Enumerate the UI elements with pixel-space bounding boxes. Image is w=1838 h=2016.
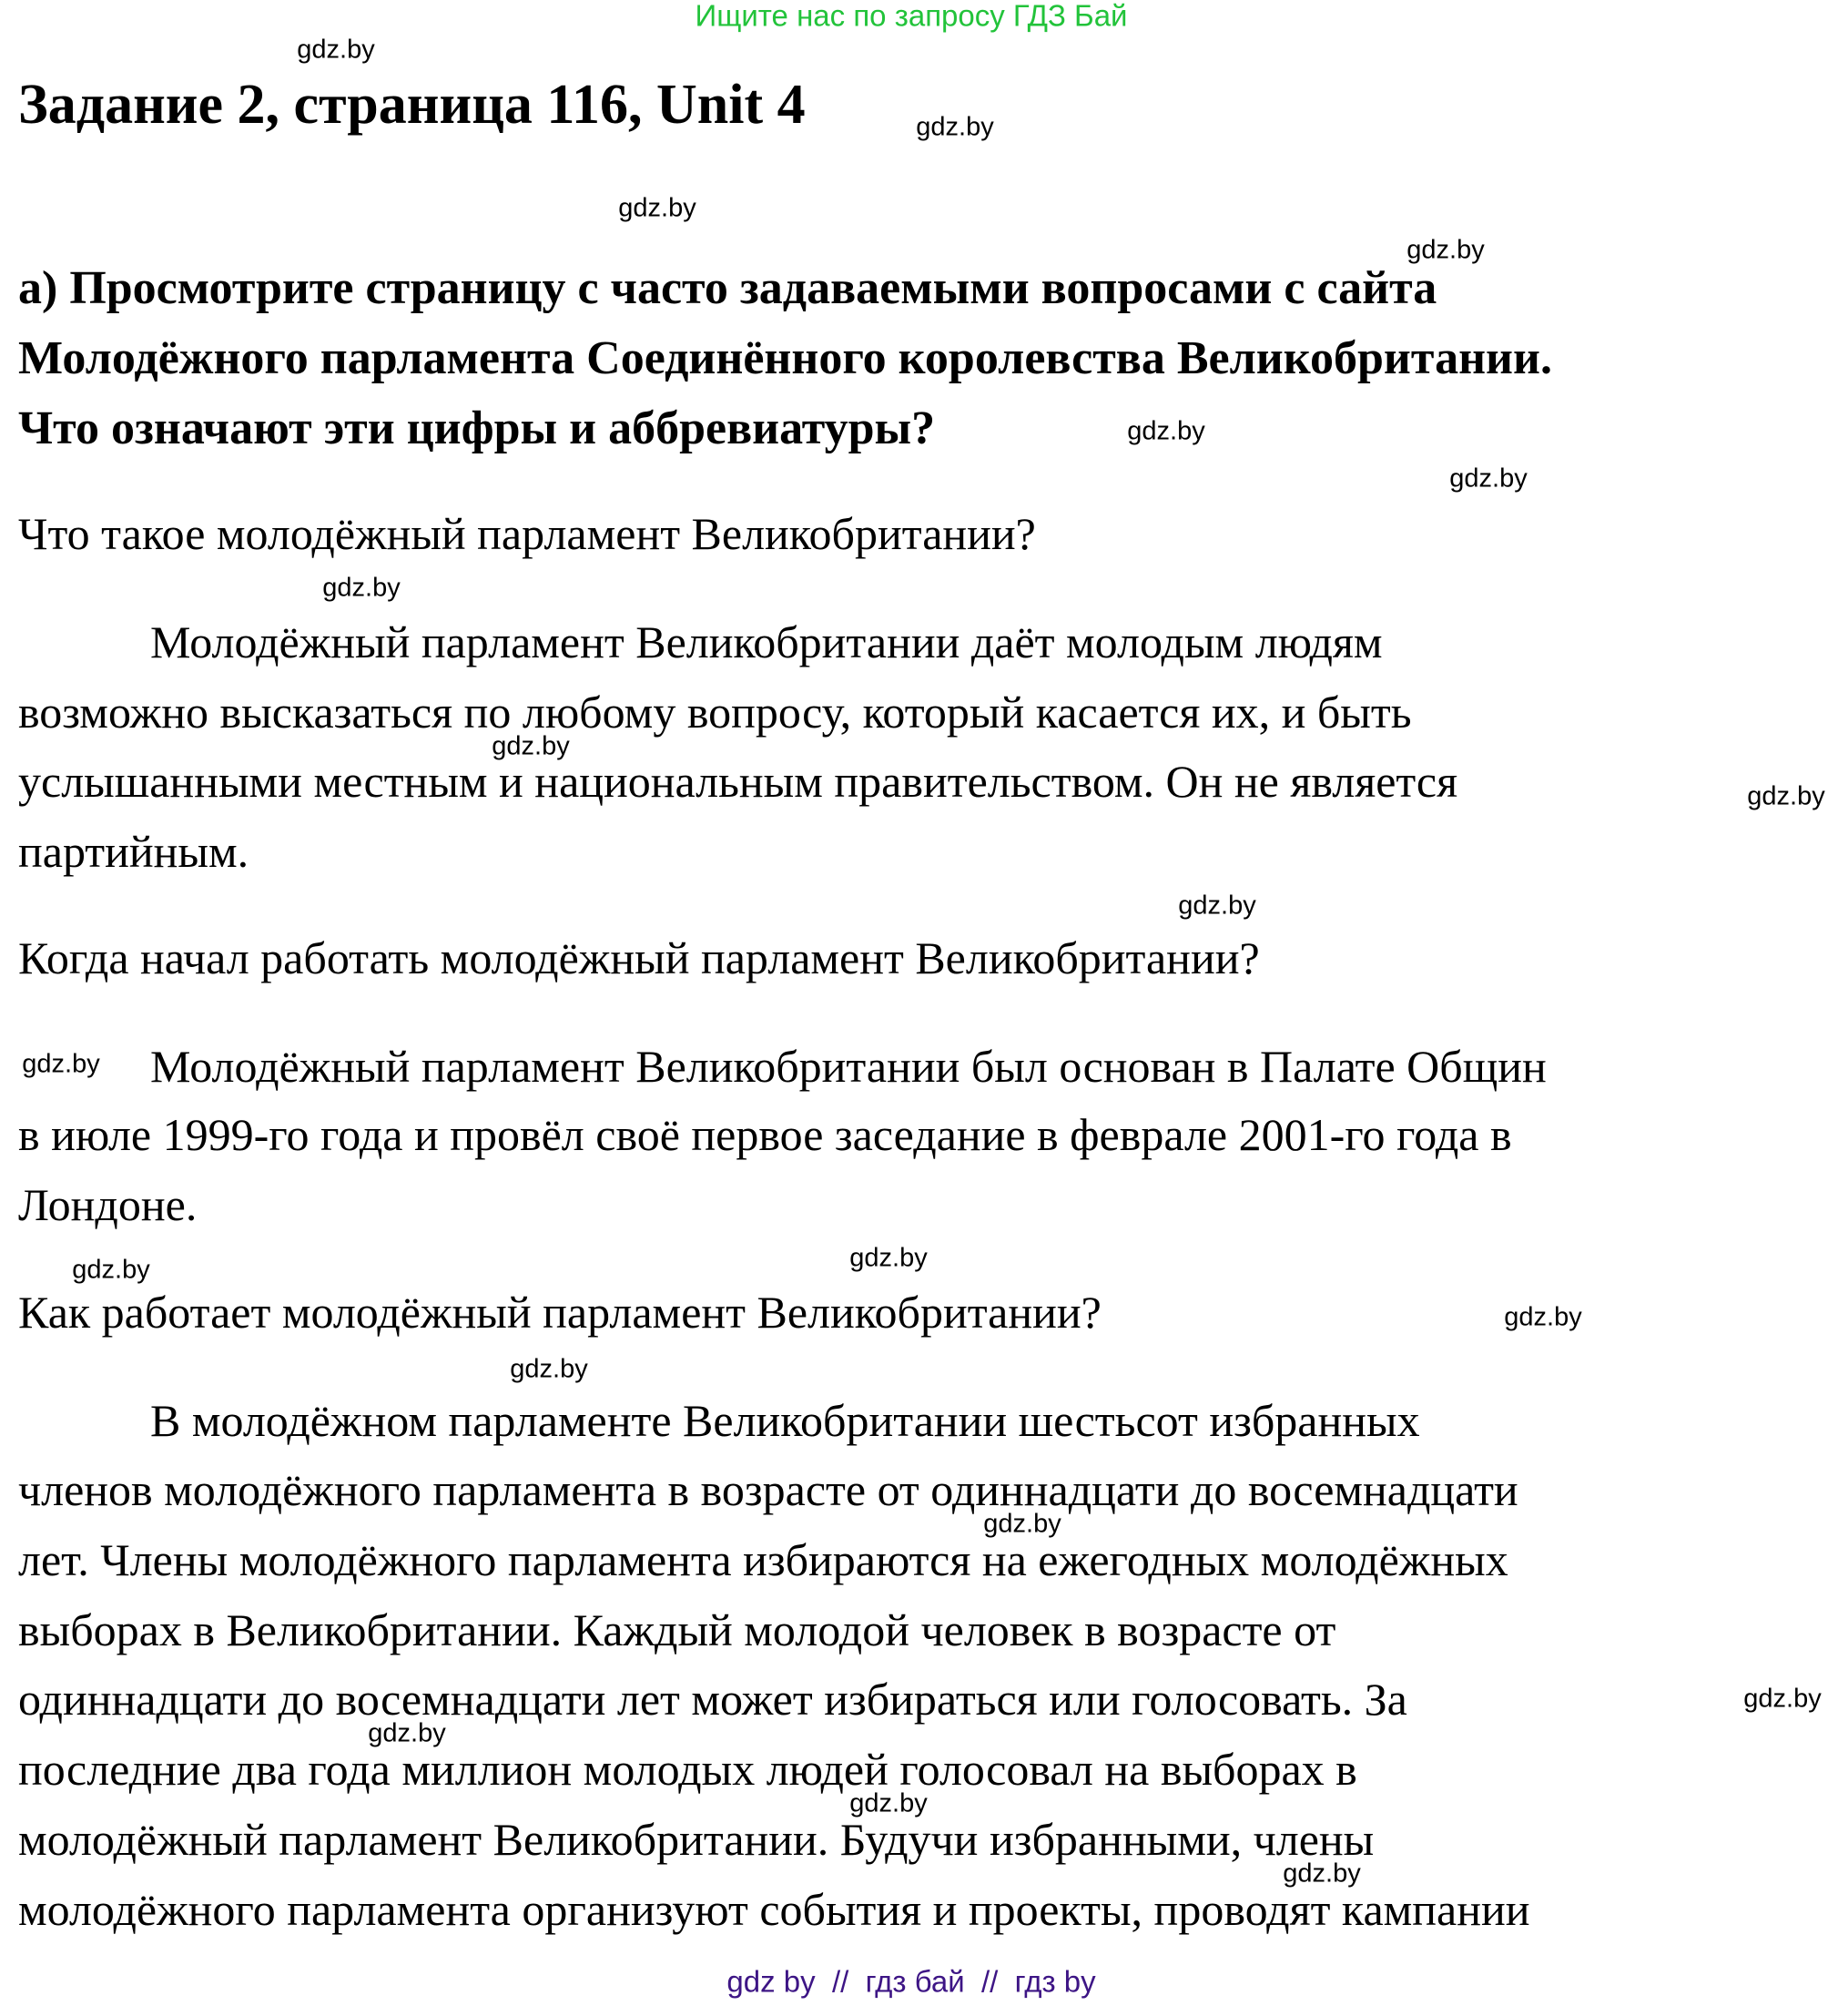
answer-line: услышанными местным и национальным правительством. Он не является <box>18 756 1458 807</box>
watermark: gdz.by <box>916 112 994 142</box>
watermark: gdz.by <box>1747 781 1825 811</box>
watermark: gdz.by <box>72 1255 150 1285</box>
answer-line: возможно высказаться по любому вопросу, который касается их, и быть <box>18 687 1412 738</box>
watermark: gdz.by <box>1449 463 1528 494</box>
watermark: gdz.by <box>22 1049 100 1079</box>
watermark: gdz.by <box>297 35 375 65</box>
watermark: gdz.by <box>1283 1858 1361 1889</box>
question-heading: Как работает молодёжный парламент Великобритании? <box>18 1287 1102 1338</box>
answer-line: Молодёжный парламент Великобритании был основан в Палате Общин <box>150 1041 1547 1092</box>
answer-line: Молодёжный парламент Великобритании даёт молодым людям <box>150 616 1383 667</box>
search-hint-link[interactable]: Ищите нас по запросу ГДЗ Бай <box>695 0 1128 33</box>
watermark: gdz.by <box>510 1354 588 1384</box>
page-title: Задание 2, страница 116, Unit 4 <box>18 74 806 136</box>
answer-line: одиннадцати до восемнадцати лет может избираться или голосовать. За <box>18 1674 1407 1725</box>
answer-line: молодёжного парламента организуют события и проекты, проводят кампании <box>18 1884 1530 1935</box>
watermark: gdz.by <box>1504 1302 1582 1332</box>
watermark: gdz.by <box>618 193 696 223</box>
watermark: gdz.by <box>368 1718 446 1748</box>
task-line: Молодёжного парламента Соединённого королевства Великобритании. <box>18 332 1552 384</box>
watermark: gdz.by <box>322 573 401 603</box>
answer-line: молодёжный парламент Великобритании. Будучи избранными, члены <box>18 1814 1375 1865</box>
question-heading: Что такое молодёжный парламент Великобритании? <box>18 508 1036 559</box>
answer-line: членов молодёжного парламента в возрасте от одиннадцати до восемнадцати <box>18 1464 1518 1515</box>
answer-line: В молодёжном парламенте Великобритании шестьсот избранных <box>150 1395 1420 1446</box>
watermark: gdz.by <box>849 1243 928 1273</box>
answer-line: выборах в Великобритании. Каждый молодой человек в возрасте от <box>18 1604 1336 1655</box>
task-line: Что означают эти цифры и аббревиатуры? <box>18 402 936 454</box>
watermark: gdz.by <box>849 1788 928 1818</box>
watermark: gdz.by <box>1743 1684 1822 1714</box>
answer-line: последние два года миллион молодых людей голосовал на выборах в <box>18 1744 1357 1795</box>
question-heading: Когда начал работать молодёжный парламент Великобритании? <box>18 932 1260 983</box>
task-line: а) Просмотрите страницу с часто задаваемыми вопросами с сайта <box>18 262 1437 314</box>
answer-line: в июле 1999-го года и провёл своё первое заседание в феврале 2001-го года в <box>18 1109 1512 1160</box>
watermark: gdz.by <box>1127 416 1205 446</box>
answer-line: лет. Члены молодёжного парламента избираются на ежегодных молодёжных <box>18 1534 1508 1585</box>
footer-links[interactable]: gdz by // гдз бай // гдз by <box>726 1964 1096 1999</box>
answer-line: партийным. <box>18 826 249 877</box>
watermark: gdz.by <box>1406 235 1485 265</box>
watermark: gdz.by <box>1178 891 1256 921</box>
watermark: gdz.by <box>983 1509 1061 1539</box>
watermark: gdz.by <box>492 731 570 761</box>
answer-line: Лондоне. <box>18 1179 198 1230</box>
